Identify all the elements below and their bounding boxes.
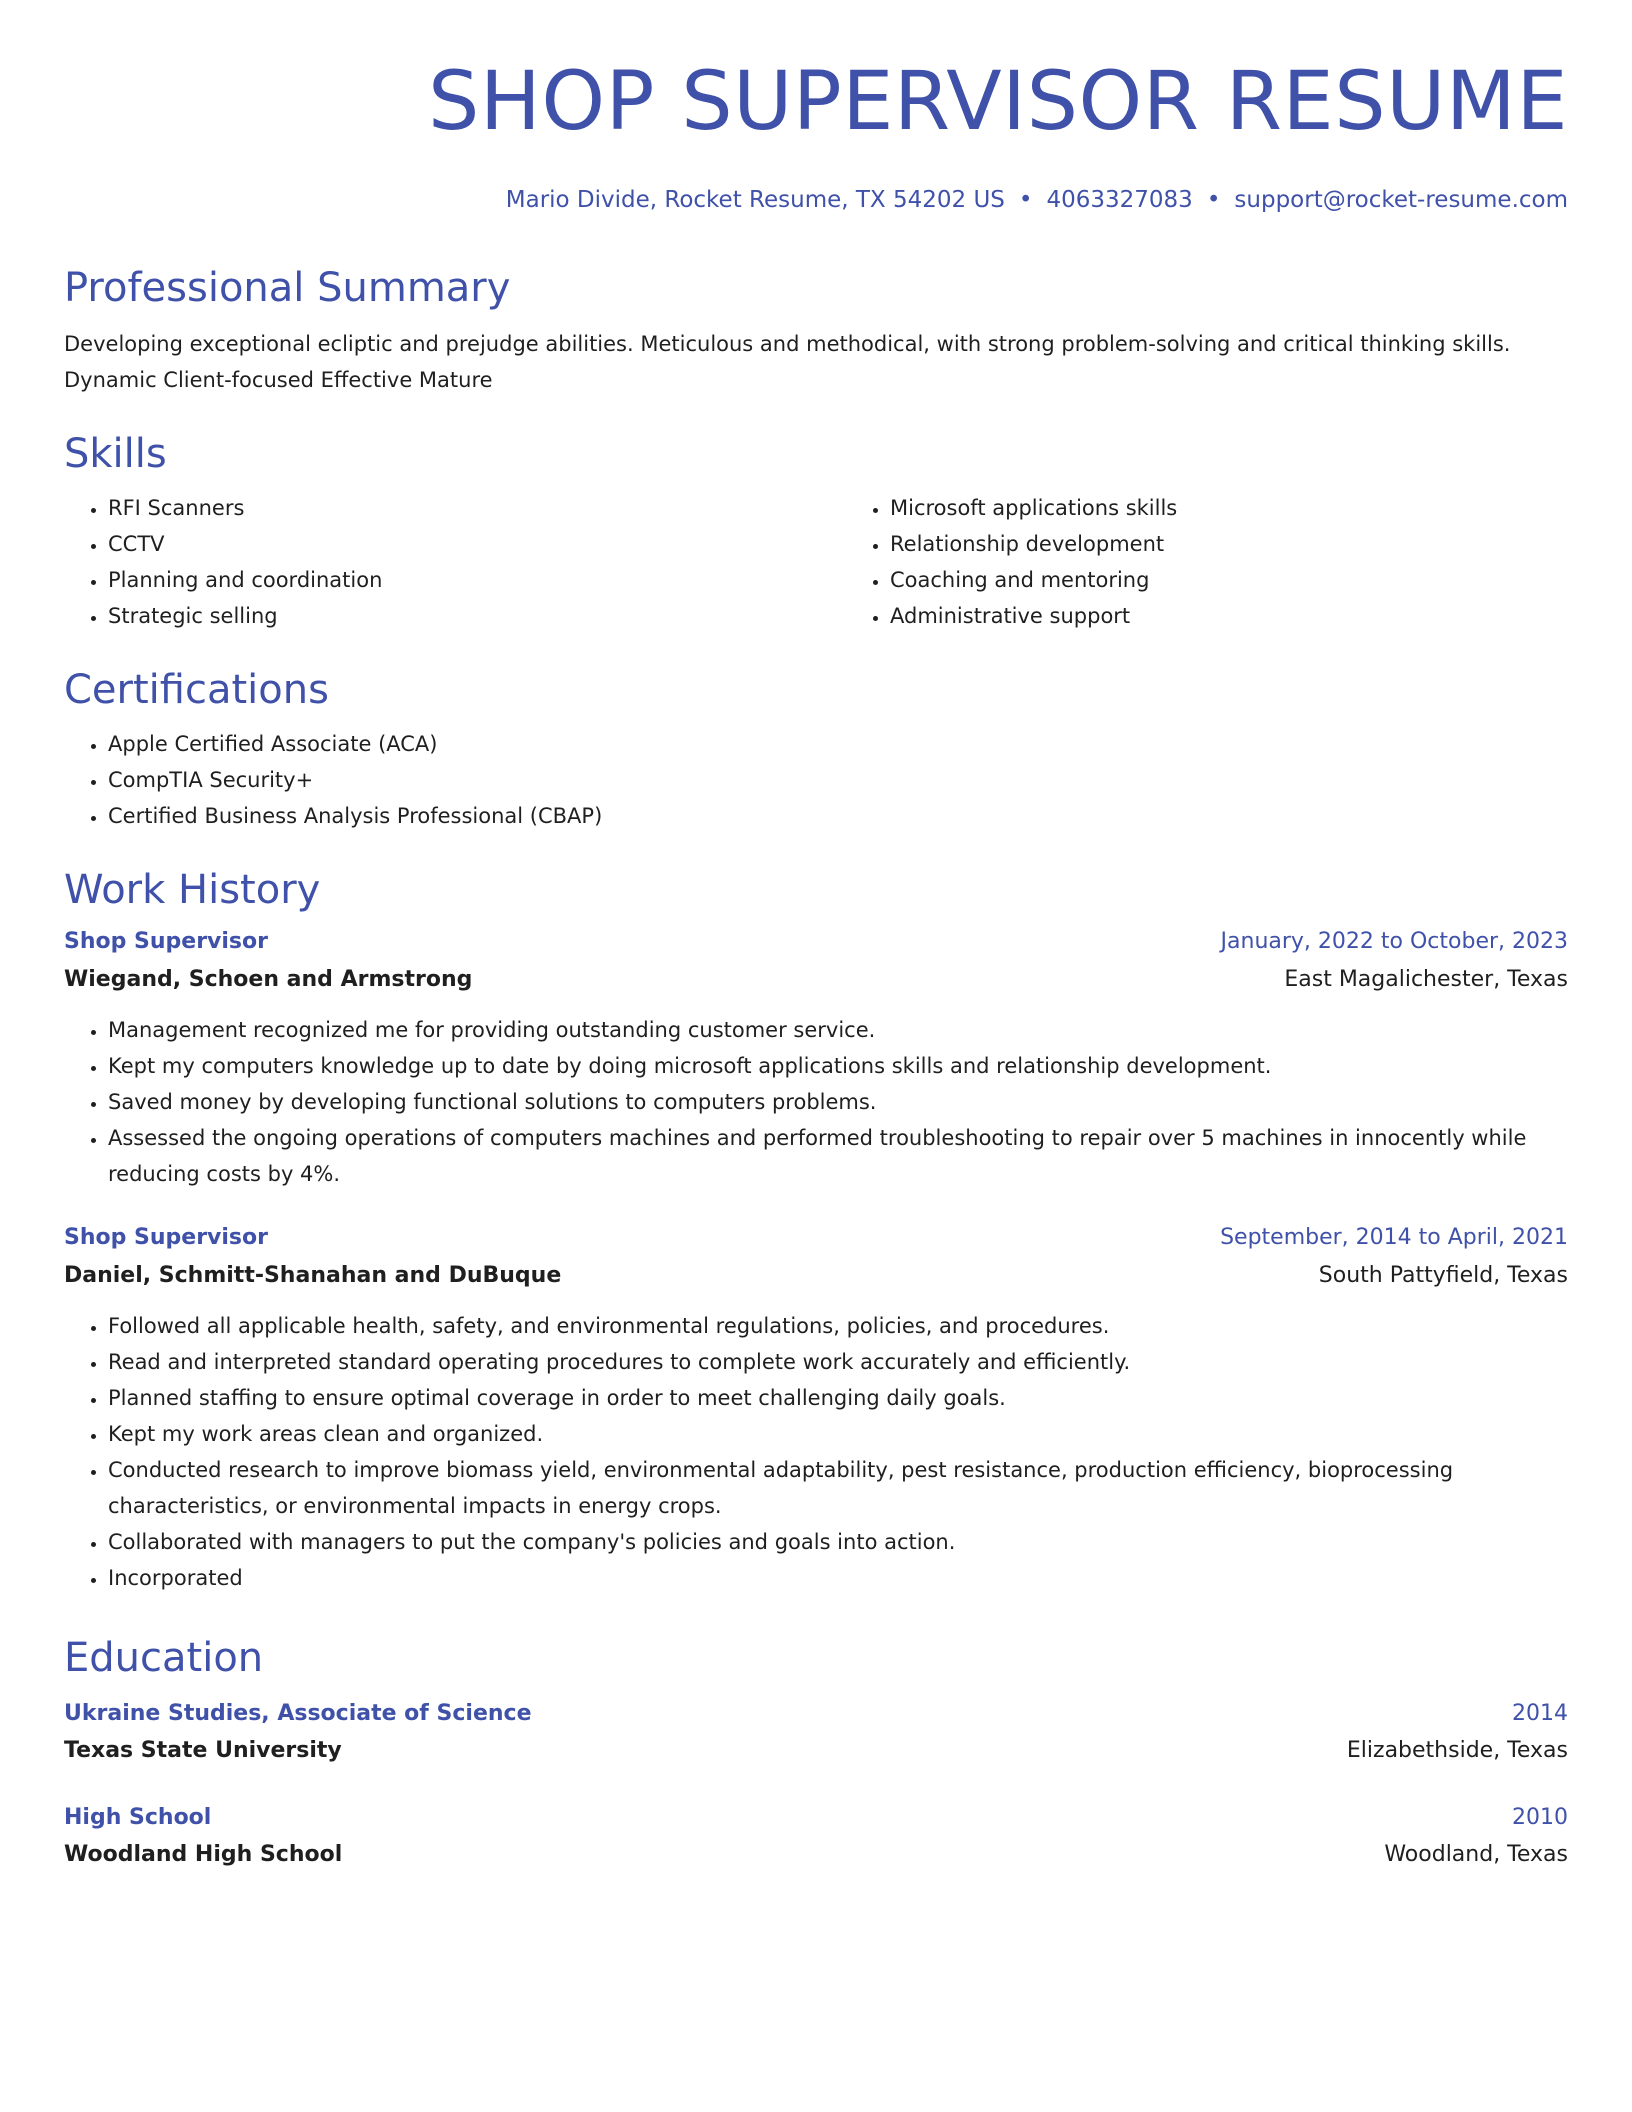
job-dates: September, 2014 to April, 2021 (1220, 1225, 1568, 1250)
section-skills (64, 428, 1568, 634)
education-degree: High School (64, 1805, 212, 1830)
skills-grid (64, 490, 1568, 634)
skill-item: • Coaching and mentoring (890, 562, 1628, 598)
skills-list-right (846, 490, 1628, 634)
certification-item: • Apple Certified Associate (ACA) (108, 726, 1568, 762)
summary-text: Developing exceptional ecliptic and prejudge abilities. Meticulous and methodical, with strong problem-solving and critical thinking skills. Dynamic Client-focused Effective Mature (64, 332, 1511, 392)
contact-phone: 4063327083 (1046, 187, 1193, 213)
section-heading: Certifications (64, 667, 329, 713)
education-entry (64, 1800, 1568, 1874)
education-degree: Ukraine Studies, Associate of Science (64, 1701, 532, 1726)
job-entry (64, 924, 1568, 1192)
job-title-row (64, 924, 1568, 960)
contact-line (64, 184, 1568, 216)
section-professional-summary (64, 262, 1568, 398)
certification-item: • Certified Business Analysis Professional (CBAP) (108, 798, 1568, 834)
section-certifications (64, 664, 1568, 834)
education-location: Elizabethside, Texas (1346, 1738, 1568, 1763)
job-bullet: • Kept my computers knowledge up to date by doing microsoft applications skills and relationship development. (108, 1048, 1568, 1084)
skill-item: • RFI Scanners (108, 490, 846, 526)
job-entry (64, 1220, 1568, 1596)
certification-item: • CompTIA Security+ (108, 762, 1568, 798)
resume-title: SHOP SUPERVISOR RESUME (428, 55, 1568, 149)
job-role: Shop Supervisor (64, 929, 268, 954)
job-bullet: • Followed all applicable health, safety, and environmental regulations, policies, and procedures. (108, 1308, 1568, 1344)
education-entry (64, 1696, 1568, 1770)
job-role: Shop Supervisor (64, 1225, 268, 1250)
skill-item: • Strategic selling (108, 598, 846, 634)
section-education (64, 1632, 1568, 1874)
contact-address: Mario Divide, Rocket Resume, TX 54202 US (505, 187, 1005, 213)
section-heading: Work History (64, 867, 321, 913)
job-location: South Pattyfield, Texas (1318, 1263, 1568, 1288)
job-bullet: • Incorporated (108, 1560, 1568, 1596)
resume-header (64, 52, 1568, 216)
section-work-history (64, 864, 1568, 1596)
education-school: Woodland High School (64, 1842, 343, 1867)
skill-item: • Planning and coordination (108, 562, 846, 598)
job-dates: January, 2022 to October, 2023 (1220, 929, 1568, 954)
skill-item: • Microsoft applications skills (890, 490, 1628, 526)
skills-list-left (64, 490, 846, 634)
contact-separator: • (1018, 187, 1033, 213)
section-heading: Education (64, 1635, 264, 1681)
job-bullet: • Saved money by developing functional solutions to computers problems. (108, 1084, 1568, 1120)
education-degree-row (64, 1696, 1568, 1732)
education-school: Texas State University (64, 1738, 342, 1763)
education-school-row (64, 1836, 1568, 1874)
skill-item: • CCTV (108, 526, 846, 562)
job-bullet: • Conducted research to improve biomass yield, environmental adaptability, pest resistance, production efficiency, bioprocessing characteristics, or environmental impacts in energy crops. (108, 1452, 1568, 1524)
education-degree-row (64, 1800, 1568, 1836)
job-company-row (64, 1256, 1568, 1296)
section-heading: Professional Summary (64, 265, 511, 311)
job-bullet: • Kept my work areas clean and organized. (108, 1416, 1568, 1452)
job-bullet: • Management recognized me for providing outstanding customer service. (108, 1012, 1568, 1048)
job-company: Wiegand, Schoen and Armstrong (64, 967, 473, 992)
job-bullets (64, 1308, 1568, 1596)
education-year: 2010 (1512, 1805, 1568, 1830)
certifications-list (64, 726, 1568, 834)
job-bullet: • Assessed the ongoing operations of computers machines and performed troubleshooting to repair over 5 machines in innocently while reducing costs by 4%. (108, 1120, 1568, 1192)
contact-email: support@rocket-resume.com (1234, 187, 1568, 213)
section-heading: Skills (64, 431, 167, 477)
education-location: Woodland, Texas (1384, 1842, 1568, 1867)
job-bullet: • Collaborated with managers to put the company's policies and goals into action. (108, 1524, 1568, 1560)
job-company-row (64, 960, 1568, 1000)
skill-item: • Administrative support (890, 598, 1628, 634)
job-location: East Magalichester, Texas (1284, 967, 1568, 992)
education-year: 2014 (1512, 1701, 1568, 1726)
job-title-row (64, 1220, 1568, 1256)
job-company: Daniel, Schmitt-Shanahan and DuBuque (64, 1263, 562, 1288)
contact-separator: • (1206, 187, 1221, 213)
job-bullet: • Read and interpreted standard operating procedures to complete work accurately and efficiently. (108, 1344, 1568, 1380)
education-school-row (64, 1732, 1568, 1770)
skill-item: • Relationship development (890, 526, 1628, 562)
job-bullet: • Planned staffing to ensure optimal coverage in order to meet challenging daily goals. (108, 1380, 1568, 1416)
job-bullets (64, 1012, 1568, 1192)
